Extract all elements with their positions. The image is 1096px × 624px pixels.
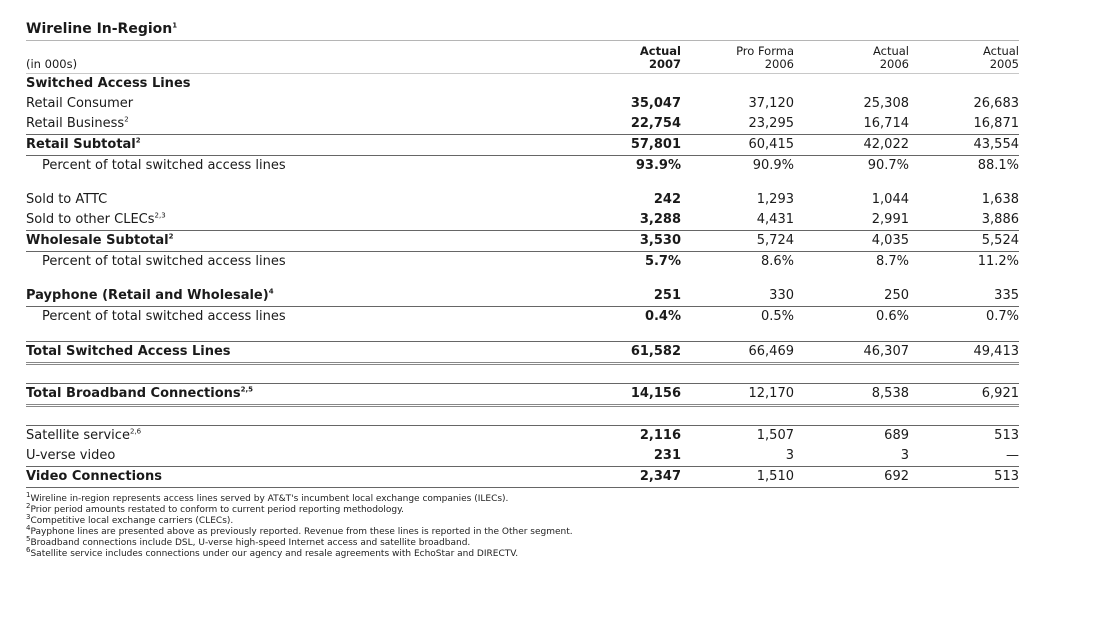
table-row [26,94,1019,114]
value-cell: 335 [994,288,1019,303]
value-cell: 22,754 [630,116,681,131]
value-cell: 0.7% [909,307,1019,328]
row-label: Wholesale Subtotal$^2$ [26,231,576,252]
spacer-row [26,406,1019,426]
table-row [26,190,1019,210]
row-label: Total Broadband Connections$^{2,5}$ [26,384,576,406]
percent-row [26,307,1019,328]
row-label: Retail Business$^2$ [26,115,129,131]
value-cell: 1,044 [871,192,909,207]
row-label: Percent of total switched access lines [26,307,576,328]
value-cell: 1,638 [981,192,1019,207]
table-bottom-rule [26,487,1019,488]
subtotal-row [26,135,1019,156]
value-cell: 5,524 [909,231,1019,252]
section-header-switched: Switched Access Lines [26,74,576,95]
value-cell: 330 [769,288,794,303]
total-row [26,384,1019,406]
total-row [26,342,1019,364]
value-cell: 242 [653,192,681,207]
spacer-row [26,327,1019,342]
value-cell: — [1006,448,1019,463]
wireline-in-region-document [26,18,1019,560]
row-label: Sold to other CLECs$^{2,3}$ [26,211,166,227]
value-cell: 57,801 [576,135,681,156]
footnote: $^2$Prior period amounts restated to conform to current period reporting methodology. [26,502,405,515]
value-cell: 12,170 [681,384,794,406]
value-cell: 0.6% [794,307,909,328]
section-header-row [26,74,1019,95]
footnote: $^5$Broadband connections include DSL, U-verse high-speed Internet access and satellite broadband. [26,535,471,548]
value-cell: 90.7% [794,156,909,177]
row-label: Total Switched Access Lines [26,342,576,364]
value-cell: 88.1% [909,156,1019,177]
value-cell: 43,554 [909,135,1019,156]
value-cell: 42,022 [794,135,909,156]
row-label: Percent of total switched access lines [26,156,576,177]
value-cell: 25,308 [863,96,909,111]
value-cell: 513 [909,467,1019,488]
row-label: Percent of total switched access lines [26,252,576,273]
value-cell: 0.4% [576,307,681,328]
column-header-actual-2007: Actual 2007 [639,44,681,71]
value-cell: 3,530 [576,231,681,252]
value-cell: 90.9% [681,156,794,177]
footnote: $^6$Satellite service includes connections under our agency and resale agreements with EchoStar and DIRECTV. [26,546,519,559]
table-row [26,426,1019,447]
value-cell: 37,120 [748,96,794,111]
value-cell: 692 [794,467,909,488]
value-cell: 513 [909,426,1019,447]
total-row [26,467,1019,488]
table-row [26,446,1019,467]
value-cell: 46,307 [794,342,909,364]
value-cell: 2,991 [871,212,909,227]
value-cell: 3 [785,448,794,463]
footnote: $^4$Payphone lines are presented above as previously reported. Revenue from these lines is reported in the Other segment. [26,524,573,537]
value-cell: 26,683 [973,96,1019,111]
value-cell: 8.6% [681,252,794,273]
value-cell: 3,886 [981,212,1019,227]
value-cell: 3 [900,448,909,463]
footnotes [26,491,1019,560]
table-row [26,210,1019,231]
value-cell: 2,116 [576,426,681,447]
spacer-row [26,364,1019,384]
value-cell: 11.2% [909,252,1019,273]
access-lines-table [26,41,1019,487]
spacer-row [26,176,1019,190]
value-cell: 4,035 [794,231,909,252]
row-label: Retail Subtotal$^2$ [26,135,576,156]
value-cell: 8.7% [794,252,909,273]
value-cell: 4,431 [756,212,794,227]
column-header-pro-forma-2006: Pro Forma 2006 [736,44,794,71]
value-cell: 93.9% [576,156,681,177]
footnote: $^1$Wireline in-region represents access lines served by AT&T's incumbent local exchange companies (ILECs). [26,491,509,504]
value-cell: 49,413 [909,342,1019,364]
value-cell: 231 [653,448,681,463]
table-title: Wireline In-Region$^1$ [26,18,1019,41]
subtotal-row [26,286,1019,307]
footnote: $^3$Competitive local exchange carriers (CLECs). [26,513,234,526]
value-cell: 1,510 [681,467,794,488]
value-cell: 1,507 [681,426,794,447]
row-label: Payphone (Retail and Wholesale)$^4$ [26,287,274,303]
value-cell: 14,156 [576,384,681,406]
row-label: U-verse video [26,448,116,463]
row-label: Satellite service$^{2,6}$ [26,426,576,447]
percent-row [26,252,1019,273]
row-label: Video Connections [26,467,576,488]
value-cell: 8,538 [794,384,909,406]
value-cell: 23,295 [748,116,794,131]
percent-row [26,156,1019,177]
value-cell: 16,871 [973,116,1019,131]
value-cell: 3,288 [639,212,681,227]
subtotal-row [26,231,1019,252]
column-header-row [26,41,1019,74]
value-cell: 35,047 [630,96,681,111]
value-cell: 66,469 [681,342,794,364]
spacer-row [26,272,1019,286]
column-header-actual-2005: Actual 2005 [982,44,1019,71]
value-cell: 0.5% [681,307,794,328]
value-cell: 689 [794,426,909,447]
value-cell: 251 [653,288,681,303]
value-cell: 61,582 [576,342,681,364]
table-row [26,114,1019,135]
value-cell: 1,293 [756,192,794,207]
value-cell: 250 [884,288,909,303]
value-cell: 16,714 [863,116,909,131]
value-cell: 2,347 [576,467,681,488]
value-cell: 5,724 [681,231,794,252]
unit-label: (in 000s) [26,57,78,71]
column-header-actual-2006: Actual 2006 [872,44,909,71]
value-cell: 60,415 [681,135,794,156]
row-label: Retail Consumer [26,96,134,111]
row-label: Sold to ATTC [26,192,108,207]
value-cell: 5.7% [576,252,681,273]
value-cell: 6,921 [909,384,1019,406]
